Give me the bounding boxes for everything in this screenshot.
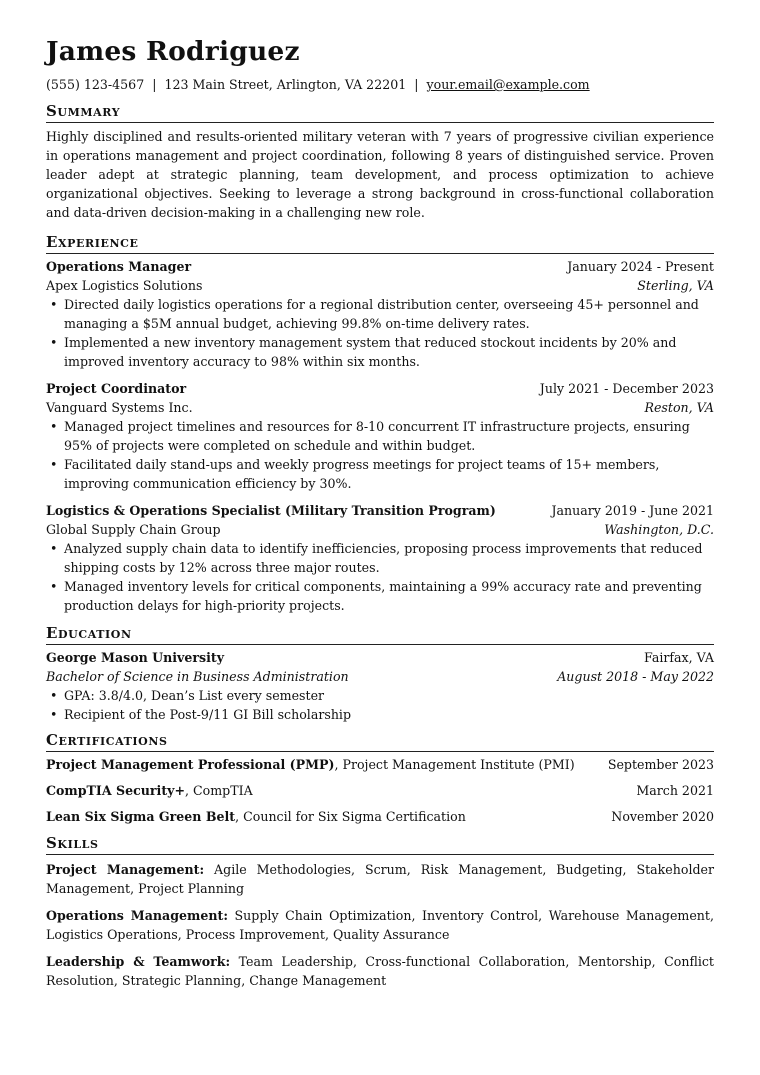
job-bullet: • Managed inventory levels for critical components, maintaining a 99% accuracy rate and preventing production delays for high-priority projects. (64, 577, 714, 615)
skill-label: Leadership & Teamwork: (46, 954, 231, 969)
skill-label: Project Management: (46, 862, 205, 877)
school-location: Fairfax, VA (643, 650, 714, 665)
education-dates: August 2018 - May 2022 (557, 669, 714, 684)
education-bullet: • Recipient of the Post-9/11 GI Bill scholarship (64, 705, 714, 724)
skill-text: Team Leadership, Cross-functional Collaboration, Mentorship, Conflict Resolution, Strategic Planning, Change Management (46, 954, 714, 988)
certification-name: Lean Six Sigma Green Belt (46, 809, 236, 824)
certification-date: September 2023 (607, 757, 714, 772)
contact-line (46, 76, 714, 94)
education-entry (46, 648, 714, 724)
job-role: Logistics & Operations Specialist (Military Transition Program) (46, 503, 496, 518)
section-title-skills: Skills (46, 833, 714, 855)
phone-number: (555) 123-4567 (46, 77, 145, 92)
section-title-summary: Summary (46, 101, 714, 123)
job-dates: July 2021 - December 2023 (539, 381, 714, 396)
candidate-name: James Rodriguez (46, 36, 300, 67)
job-company: Global Supply Chain Group (46, 522, 221, 537)
section-title-certifications: Certifications (46, 730, 714, 752)
job-entry (46, 257, 714, 371)
job-bullet: • Implemented a new inventory management system that reduced stockout incidents by 20% and improved inventory accuracy to 98% within six months. (64, 333, 714, 371)
job-role: Project Coordinator (46, 381, 187, 396)
summary-text: Highly disciplined and results-oriented military veteran with 7 years of progressive civilian experience in operations management and project coordination, following 8 years of distinguished service. Proven leader adept at strategic planning, team development, and process optimization to achieve organizational objectives. Seeking to leverage a strong background in cross-functional collaboration and data-driven decision-making in a challenging new role. (46, 129, 714, 220)
certification-item (46, 781, 714, 800)
job-entry (46, 501, 714, 615)
certification-issuer: , CompTIA (185, 783, 253, 798)
certification-name: CompTIA Security+ (46, 783, 186, 798)
skill-item (46, 860, 714, 898)
education-bullet: • GPA: 3.8/4.0, Dean’s List every semester (64, 686, 714, 705)
degree-name: Bachelor of Science in Business Administration (46, 669, 349, 684)
street-address: 123 Main Street, Arlington, VA 22201 (164, 77, 407, 92)
certification-issuer: , Project Management Institute (PMI) (334, 757, 575, 772)
skill-text: Agile Methodologies, Scrum, Risk Management, Budgeting, Stakeholder Management, Project Planning (46, 862, 715, 896)
contact-separator: | (152, 77, 157, 92)
skill-item (46, 952, 714, 990)
job-dates: January 2024 - Present (567, 259, 714, 274)
job-bullet: • Managed project timelines and resources for 8-10 concurrent IT infrastructure projects, ensuring 95% of projects were completed on schedule and within budget. (64, 417, 714, 455)
certification-item (46, 755, 714, 774)
skill-label: Operations Management: (46, 908, 228, 923)
section-title-experience: Experience (46, 232, 714, 254)
job-location: Reston, VA (644, 400, 714, 415)
job-company: Apex Logistics Solutions (46, 278, 203, 293)
job-dates: January 2019 - June 2021 (551, 503, 714, 518)
certification-item (46, 807, 714, 826)
job-location: Sterling, VA (637, 278, 714, 293)
school-name: George Mason University (46, 650, 225, 665)
job-bullet: • Analyzed supply chain data to identify inefficiencies, proposing process improvements that reduced shipping costs by 12% across three major routes. (64, 539, 714, 577)
certification-date: March 2021 (636, 783, 714, 798)
certification-date: November 2020 (611, 809, 714, 824)
job-bullets (46, 295, 714, 371)
job-location: Washington, D.C. (604, 522, 714, 537)
education-bullets (46, 686, 714, 724)
job-bullet: • Directed daily logistics operations for a regional distribution center, overseeing 45+ personnel and managing a $5M annual budget, achieving 99.8% on-time delivery rates. (64, 295, 714, 333)
job-bullets (46, 539, 714, 615)
email-link[interactable]: your.email@example.com (426, 77, 590, 92)
job-entry (46, 379, 714, 493)
job-role: Operations Manager (46, 259, 192, 274)
skill-item (46, 906, 714, 944)
job-bullet: • Facilitated daily stand-ups and weekly progress meetings for project teams of 15+ members, improving communication efficiency by 30%. (64, 455, 714, 493)
certification-name: Project Management Professional (PMP) (46, 757, 335, 772)
job-company: Vanguard Systems Inc. (46, 400, 193, 415)
skill-text: Supply Chain Optimization, Inventory Control, Warehouse Management, Logistics Operations, Process Improvement, Quality Assurance (46, 908, 714, 942)
section-title-education: Education (46, 623, 714, 645)
job-bullets (46, 417, 714, 493)
contact-separator: | (414, 77, 419, 92)
certification-issuer: , Council for Six Sigma Certification (235, 809, 466, 824)
